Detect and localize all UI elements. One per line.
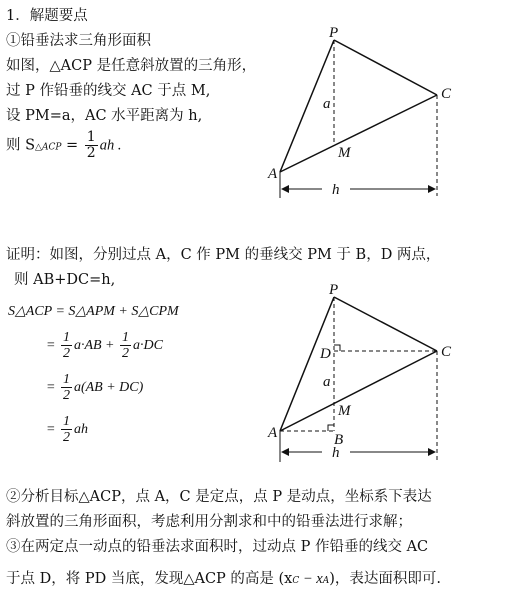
label-m-2: M (338, 403, 351, 419)
label-h-2: h (332, 445, 340, 461)
one-half-fraction: $\frac{1}{2}$ (86, 129, 96, 161)
method-line-2: 过 P 作铅垂的线交 AC 于点 M, (6, 83, 211, 99)
label-a-length: a (323, 96, 331, 112)
proof-line-1: 证明：如图，分别过点 A，C 作 PM 的垂线交 PM 于 B，D 两点， (6, 247, 441, 263)
label-p-2: P (329, 282, 339, 298)
label-a: A (268, 166, 278, 182)
formula-subscript: △ACP (35, 142, 62, 153)
side-pc-2 (334, 297, 437, 351)
label-a-length-2: a (323, 374, 331, 390)
label-p: P (329, 25, 339, 41)
method-title: ①铅垂法求三角形面积 (6, 33, 151, 49)
eq-sum: S△ACP = S△APM + S△CPM (8, 304, 179, 319)
formula-ah: ah . (99, 137, 122, 154)
area-formula (6, 130, 121, 163)
label-c: C (441, 86, 452, 102)
analysis-line-4: 于点 D，将 PD 当底，发现△ACP 的高是 (xC − xA)，表达面积即可. (6, 571, 442, 587)
figure-2-triangle (262, 282, 462, 467)
eq-step-2: = $\frac{1}{2}$ a(AB + DC) (46, 372, 144, 404)
eq-step-3: = $\frac{1}{2}$ ah (46, 414, 88, 446)
right-angle-b (328, 425, 334, 431)
figure-1-triangle (262, 24, 462, 204)
side-ac-2 (280, 351, 437, 431)
analysis-line-2: 斜放置的三角形面积，考虑利用分割求和中的铅垂法进行求解； (6, 514, 412, 530)
side-ac (280, 95, 437, 172)
label-b-2: B (334, 432, 344, 448)
analysis-line-1: ②分析目标△ACP，点 A，C 是定点，点 P 是动点，坐标系下表达 (6, 489, 432, 505)
right-angle-d (334, 345, 340, 351)
section-heading: 1．解题要点 (6, 8, 88, 24)
analysis-line-3: ③在两定点一动点的铅垂法求面积时，过动点 P 作铅垂的线交 AC (6, 539, 429, 555)
method-line-3: 设 PM=a，AC 水平距离为 h, (6, 108, 203, 124)
side-pc (334, 40, 437, 95)
formula-equals: = (61, 137, 83, 154)
eq-step-1: = $\frac{1}{2}$ a·AB + $\frac{1}{2}$ a·DC (46, 330, 163, 362)
method-line-1: 如图，△ACP 是任意斜放置的三角形， (6, 58, 257, 74)
label-m: M (338, 145, 351, 161)
formula-s: 则 S (6, 137, 36, 154)
label-c-2: C (441, 344, 452, 360)
proof-line-2: 则 AB+DC=h, (14, 272, 116, 288)
label-d-2: D (320, 346, 331, 362)
label-a-2: A (268, 425, 278, 441)
label-h: h (332, 182, 340, 198)
side-ap-2 (280, 297, 334, 431)
